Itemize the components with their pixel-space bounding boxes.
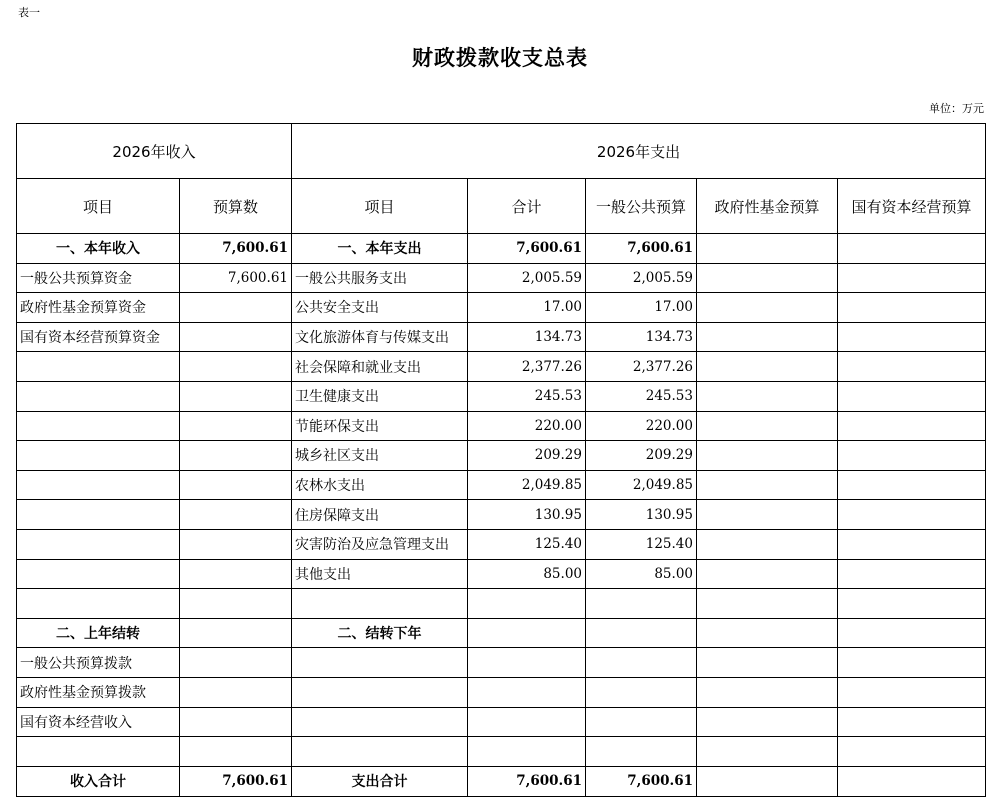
general-budget-cell: 2,005.59 <box>586 263 697 293</box>
gov-fund-budget-cell <box>697 381 838 411</box>
state-capital-budget-cell <box>838 677 986 707</box>
gov-fund-budget-cell <box>697 293 838 323</box>
gov-fund-budget-cell <box>697 737 838 767</box>
income-budget-cell: 7,600.61 <box>180 263 292 293</box>
expense-total-cell <box>468 589 586 619</box>
income-item-cell: 政府性基金预算拨款 <box>17 677 180 707</box>
expense-total-cell <box>468 618 586 648</box>
general-budget-cell: 125.40 <box>586 529 697 559</box>
income-item-cell <box>17 529 180 559</box>
col-header-budget: 预算数 <box>180 179 292 234</box>
income-budget-cell <box>180 322 292 352</box>
state-capital-budget-cell <box>838 707 986 737</box>
income-budget-cell: 7,600.61 <box>180 234 292 264</box>
table-row <box>17 766 986 796</box>
gov-fund-budget-cell <box>697 411 838 441</box>
income-item-cell <box>17 500 180 530</box>
income-item-cell <box>17 737 180 767</box>
expense-total-cell: 7,600.61 <box>468 766 586 796</box>
table-row <box>17 648 986 678</box>
general-budget-cell <box>586 677 697 707</box>
state-capital-budget-cell <box>838 234 986 264</box>
general-budget-cell: 130.95 <box>586 500 697 530</box>
income-budget-cell <box>180 737 292 767</box>
expense-item-cell: 公共安全支出 <box>292 293 468 323</box>
expense-item-cell <box>292 648 468 678</box>
income-item-cell <box>17 470 180 500</box>
income-budget-cell: 7,600.61 <box>180 766 292 796</box>
income-budget-cell <box>180 707 292 737</box>
state-capital-budget-cell <box>838 766 986 796</box>
state-capital-budget-cell <box>838 441 986 471</box>
state-capital-budget-cell <box>838 648 986 678</box>
table-row <box>17 589 986 619</box>
state-capital-budget-cell <box>838 293 986 323</box>
table-row <box>17 529 986 559</box>
income-item-cell: 一般公共预算拨款 <box>17 648 180 678</box>
expense-item-cell: 二、结转下年 <box>292 618 468 648</box>
table-row <box>17 293 986 323</box>
expense-item-cell: 节能环保支出 <box>292 411 468 441</box>
income-budget-cell <box>180 618 292 648</box>
income-budget-cell <box>180 589 292 619</box>
general-budget-cell <box>586 707 697 737</box>
general-budget-cell: 85.00 <box>586 559 697 589</box>
expense-item-cell <box>292 677 468 707</box>
general-budget-cell: 2,377.26 <box>586 352 697 382</box>
general-budget-cell: 209.29 <box>586 441 697 471</box>
expense-item-cell: 一般公共服务支出 <box>292 263 468 293</box>
expense-total-cell: 2,049.85 <box>468 470 586 500</box>
income-item-cell <box>17 352 180 382</box>
income-budget-cell <box>180 500 292 530</box>
expense-item-cell: 住房保障支出 <box>292 500 468 530</box>
expense-group-header: 2026年支出 <box>292 124 986 179</box>
income-budget-cell <box>180 559 292 589</box>
table-row <box>17 470 986 500</box>
income-item-cell: 二、上年结转 <box>17 618 180 648</box>
expense-total-cell: 220.00 <box>468 411 586 441</box>
table-row <box>17 352 986 382</box>
expense-total-cell <box>468 707 586 737</box>
state-capital-budget-cell <box>838 470 986 500</box>
expense-item-cell: 一、本年支出 <box>292 234 468 264</box>
expense-total-cell: 17.00 <box>468 293 586 323</box>
table-row <box>17 411 986 441</box>
general-budget-cell: 134.73 <box>586 322 697 352</box>
general-budget-cell <box>586 589 697 619</box>
income-item-cell: 一、本年收入 <box>17 234 180 264</box>
expense-item-cell: 支出合计 <box>292 766 468 796</box>
expense-total-cell <box>468 737 586 767</box>
income-item-cell: 收入合计 <box>17 766 180 796</box>
gov-fund-budget-cell <box>697 234 838 264</box>
table-row <box>17 559 986 589</box>
col-header-income-item: 项目 <box>17 179 180 234</box>
expense-item-cell: 农林水支出 <box>292 470 468 500</box>
general-budget-cell: 245.53 <box>586 381 697 411</box>
income-item-cell <box>17 381 180 411</box>
state-capital-budget-cell <box>838 322 986 352</box>
expense-item-cell: 其他支出 <box>292 559 468 589</box>
expense-total-cell: 125.40 <box>468 529 586 559</box>
page-title: 财政拨款收支总表 <box>412 45 588 70</box>
expense-total-cell: 7,600.61 <box>468 234 586 264</box>
table-row <box>17 737 986 767</box>
expense-total-cell: 134.73 <box>468 322 586 352</box>
income-budget-cell <box>180 411 292 441</box>
gov-fund-budget-cell <box>697 529 838 559</box>
col-header-gov-fund-budget: 政府性基金预算 <box>697 179 838 234</box>
state-capital-budget-cell <box>838 352 986 382</box>
state-capital-budget-cell <box>838 737 986 767</box>
income-group-header: 2026年收入 <box>17 124 292 179</box>
gov-fund-budget-cell <box>697 648 838 678</box>
gov-fund-budget-cell <box>697 677 838 707</box>
general-budget-cell <box>586 737 697 767</box>
gov-fund-budget-cell <box>697 559 838 589</box>
general-budget-cell: 2,049.85 <box>586 470 697 500</box>
expense-total-cell: 209.29 <box>468 441 586 471</box>
expense-total-cell: 245.53 <box>468 381 586 411</box>
expense-item-cell: 社会保障和就业支出 <box>292 352 468 382</box>
unit-label: 单位：万元 <box>929 102 984 115</box>
col-header-state-capital-budget: 国有资本经营预算 <box>838 179 986 234</box>
income-item-cell <box>17 559 180 589</box>
state-capital-budget-cell <box>838 589 986 619</box>
gov-fund-budget-cell <box>697 352 838 382</box>
gov-fund-budget-cell <box>697 500 838 530</box>
income-item-cell: 国有资本经营收入 <box>17 707 180 737</box>
general-budget-cell: 17.00 <box>586 293 697 323</box>
income-budget-cell <box>180 293 292 323</box>
table-number-tag: 表一 <box>18 6 40 19</box>
expense-item-cell <box>292 737 468 767</box>
gov-fund-budget-cell <box>697 589 838 619</box>
gov-fund-budget-cell <box>697 766 838 796</box>
income-item-cell <box>17 411 180 441</box>
table-row <box>17 677 986 707</box>
expense-item-cell: 城乡社区支出 <box>292 441 468 471</box>
income-item-cell <box>17 441 180 471</box>
income-budget-cell <box>180 381 292 411</box>
state-capital-budget-cell <box>838 529 986 559</box>
expense-total-cell: 85.00 <box>468 559 586 589</box>
table-row <box>17 707 986 737</box>
gov-fund-budget-cell <box>697 441 838 471</box>
state-capital-budget-cell <box>838 411 986 441</box>
income-item-cell: 一般公共预算资金 <box>17 263 180 293</box>
gov-fund-budget-cell <box>697 263 838 293</box>
table-row <box>17 500 986 530</box>
expense-item-cell: 灾害防治及应急管理支出 <box>292 529 468 559</box>
budget-summary-table <box>16 123 986 797</box>
state-capital-budget-cell <box>838 381 986 411</box>
general-budget-cell <box>586 648 697 678</box>
gov-fund-budget-cell <box>697 618 838 648</box>
expense-total-cell <box>468 648 586 678</box>
state-capital-budget-cell <box>838 559 986 589</box>
income-item-cell: 国有资本经营预算资金 <box>17 322 180 352</box>
gov-fund-budget-cell <box>697 322 838 352</box>
state-capital-budget-cell <box>838 500 986 530</box>
income-budget-cell <box>180 648 292 678</box>
expense-item-cell <box>292 707 468 737</box>
expense-total-cell: 130.95 <box>468 500 586 530</box>
table-row <box>17 381 986 411</box>
income-item-cell: 政府性基金预算资金 <box>17 293 180 323</box>
expense-total-cell: 2,377.26 <box>468 352 586 382</box>
table-row <box>17 263 986 293</box>
gov-fund-budget-cell <box>697 707 838 737</box>
income-budget-cell <box>180 529 292 559</box>
general-budget-cell: 7,600.61 <box>586 766 697 796</box>
table-row <box>17 322 986 352</box>
general-budget-cell: 220.00 <box>586 411 697 441</box>
table-row <box>17 618 986 648</box>
col-header-expense-item: 项目 <box>292 179 468 234</box>
expense-total-cell <box>468 677 586 707</box>
income-budget-cell <box>180 677 292 707</box>
col-header-general-budget: 一般公共预算 <box>586 179 697 234</box>
expense-item-cell: 文化旅游体育与传媒支出 <box>292 322 468 352</box>
state-capital-budget-cell <box>838 263 986 293</box>
expense-total-cell: 2,005.59 <box>468 263 586 293</box>
state-capital-budget-cell <box>838 618 986 648</box>
expense-item-cell <box>292 589 468 619</box>
general-budget-cell <box>586 618 697 648</box>
income-budget-cell <box>180 441 292 471</box>
table-row <box>17 441 986 471</box>
income-item-cell <box>17 589 180 619</box>
gov-fund-budget-cell <box>697 470 838 500</box>
general-budget-cell: 7,600.61 <box>586 234 697 264</box>
table-row <box>17 234 986 264</box>
col-header-total: 合计 <box>468 179 586 234</box>
expense-item-cell: 卫生健康支出 <box>292 381 468 411</box>
income-budget-cell <box>180 470 292 500</box>
income-budget-cell <box>180 352 292 382</box>
